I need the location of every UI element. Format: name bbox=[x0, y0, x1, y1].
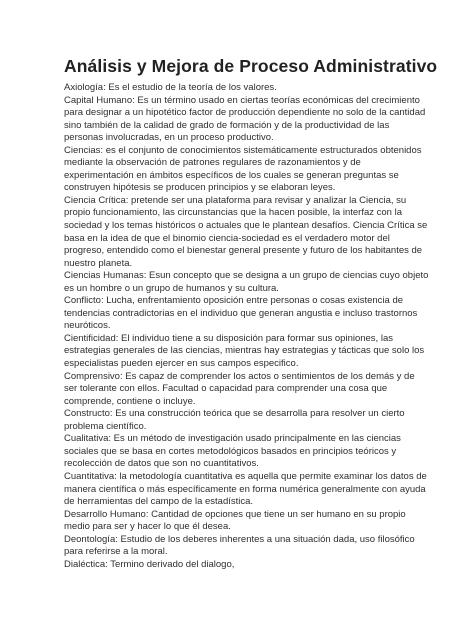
text-line: sociales que se basa en cortes metodológicos basados en principios teóricos y bbox=[64, 445, 397, 457]
text-line: estrategias generales de las ciencias, mientras hay estrategias y tácticas que solo los bbox=[64, 345, 425, 357]
text-line: especialistas pueden ejercer en sus campos especifico. bbox=[64, 358, 299, 370]
text-line: es un hombre o un grupo de humanos y su cultura. bbox=[64, 282, 279, 294]
text-line: nuestro planeta. bbox=[64, 257, 133, 269]
text-line: de herramientas del campo de la estadística. bbox=[64, 496, 254, 508]
text-line: tendencias contradictorias en el individuo que generan angustia e incluso trastornos bbox=[64, 307, 418, 319]
text-line: comprende, contiene o incluye. bbox=[64, 395, 196, 407]
text-line: recolección de datos que son no cuantitativos. bbox=[64, 458, 259, 470]
text-line: para designar a un hipotético factor de producción dependiente no solo de la cantidad bbox=[64, 107, 426, 119]
text-line: Constructo: Es una construcción teórica que se desarrolla para resolver un cierto bbox=[64, 408, 405, 420]
text-line: Ciencias Humanas: Esun concepto que se designa a un grupo de ciencias cuyo objeto bbox=[64, 270, 429, 282]
text-line: sociedad y los temas históricos o actuales que le plantean desafíos. Ciencia Crítica se bbox=[64, 220, 428, 232]
text-line: construyen hipótesis se producen principios y se elaboran leyes. bbox=[64, 182, 336, 194]
text-line: Capital Humano: Es un término usado en ciertas teorías económicas del crecimiento bbox=[64, 94, 420, 106]
text-line: Desarrollo Humano: Cantidad de opciones que tiene un ser humano en su propio bbox=[64, 508, 406, 520]
text-line: Axiología: Es el estudio de la teoría de los valores. bbox=[64, 82, 277, 93]
text-line: propio funcionamiento, las circunstancias que la hacen posible, la interfaz con la bbox=[64, 207, 402, 219]
text-line: mediante la observación de patrones regulares de razonamientos y de bbox=[64, 157, 361, 169]
text-line: Deontología: Estudio de los deberes inherentes a una situación dada, uso filosófico bbox=[64, 533, 415, 545]
text-line: Dialéctica: Termino derivado del dialogo, bbox=[64, 558, 235, 570]
text-line: Ciencia Crítica: pretende ser una plataforma para revisar y analizar la Ciencia, su bbox=[64, 194, 407, 206]
text-line: experimentación en ámbitos específicos de los cuales se generan preguntas se bbox=[64, 169, 399, 181]
document-body bbox=[64, 82, 434, 571]
text-line: neuróticos. bbox=[64, 320, 111, 332]
text-line: Comprensivo: Es capaz de comprender los actos o sentimientos de los demás y de bbox=[64, 370, 415, 382]
text-line: manera científica o más específicamente en forma numérica generalmente con ayuda bbox=[64, 483, 426, 495]
text-line: para referirse a la moral. bbox=[64, 546, 168, 558]
text-line: Cientificidad: El individuo tiene a su disposición para formar sus opiniones, las bbox=[64, 332, 393, 344]
text-line: medio para ser y hacer lo que él desea. bbox=[64, 521, 231, 533]
text-line: Conflicto: Lucha, enfrentamiento oposición entre personas o cosas existencia de bbox=[64, 295, 404, 307]
text-line: basa en la idea de que el binomio ciencia-sociedad es el verdadero motor del bbox=[64, 232, 390, 244]
document-title: Análisis y Mejora de Proceso Administrativo bbox=[64, 56, 438, 76]
text-line: Cualitativa: Es un método de investigación usado principalmente en las ciencias bbox=[64, 433, 401, 445]
text-line: progreso, entendido como el bienestar general presente y futuro de los habitantes de bbox=[64, 245, 423, 257]
text-line: personas involucradas, en un proceso productivo. bbox=[64, 132, 274, 144]
text-line: sino también de la calidad de grado de formación y de la productividad de las bbox=[64, 119, 390, 131]
text-line: problema científico. bbox=[64, 420, 147, 432]
text-line: Cuantitativa: la metodología cuantitativa es aquella que permite examinar los datos de bbox=[64, 470, 427, 482]
text-line: Ciencias: es el conjunto de conocimientos sistemáticamente estructurados obtenidos bbox=[64, 144, 422, 156]
text-line: ser tolerante con ellos. Facultad o capacidad para comprender una cosa que bbox=[64, 383, 388, 395]
